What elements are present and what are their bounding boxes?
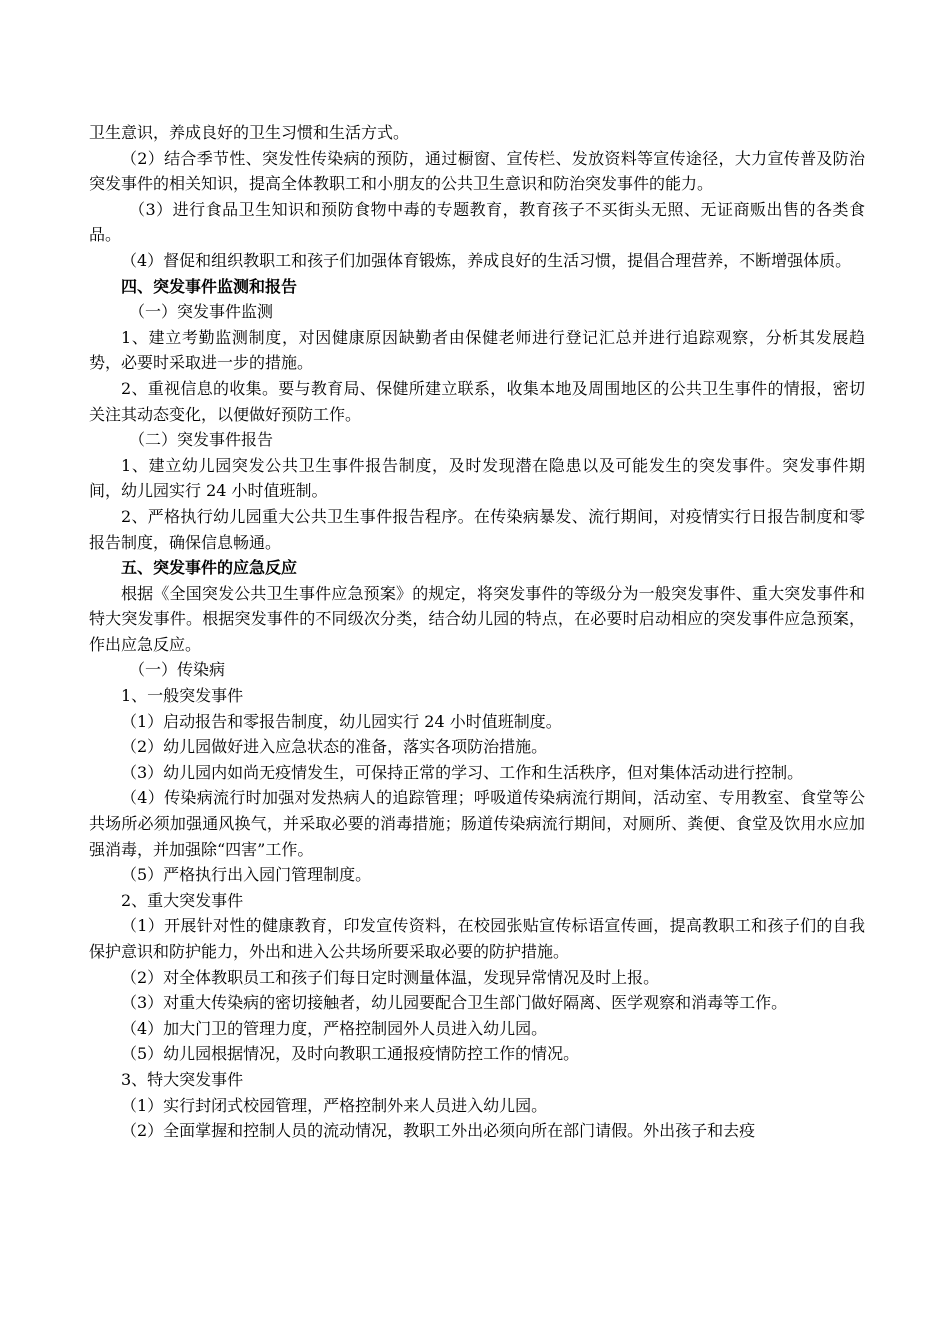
list-item: （2）对全体教职员工和孩子们每日定时测量体温，发现异常情况及时上报。	[121, 967, 660, 987]
paragraph: 1、建立考勤监测制度，对因健康原因缺勤者由保健老师进行登记汇总并进行追踪观察，分析其发展趋势，必要时采取进一步的措施。	[89, 327, 865, 373]
paragraph: （2）结合季节性、突发性传染病的预防，通过橱窗、宣传栏、发放资料等宣传途径，大力宣传普及防治突发事件的相关知识，提高全体教职工和小朋友的公共卫生意识和防治突发事件的能力。	[89, 148, 865, 194]
list-item: （5）幼儿园根据情况，及时向教职工通报疫情防控工作的情况。	[121, 1044, 580, 1064]
subsection-heading: （二）突发事件报告	[129, 430, 274, 450]
paragraph: （4）督促和组织教职工和孩子们加强体育锻炼，养成良好的生活习惯，提倡合理营养，不断增强体质。	[121, 250, 852, 270]
section-heading: 四、突发事件监测和报告	[121, 276, 298, 296]
document-body	[89, 120, 865, 1144]
list-item: （3）幼儿园内如尚无疫情发生，可保持正常的学习、工作和生活秩序，但对集体活动进行控制。	[121, 762, 804, 782]
paragraph: （3）进行食品卫生知识和预防食物中毒的专题教育，教育孩子不买街头无照、无证商贩出售的各类食品。	[89, 199, 865, 245]
subsection-heading: （一）突发事件监测	[129, 302, 274, 322]
list-item: （5）严格执行出入园门管理制度。	[121, 865, 372, 885]
paragraph: 2、重视信息的收集。要与教育局、保健所建立联系，收集本地及周围地区的公共卫生事件的情报，密切关注其动态变化，以便做好预防工作。	[89, 378, 865, 424]
paragraph: 卫生意识，养成良好的卫生习惯和生活方式。	[89, 123, 410, 142]
section-heading: 五、突发事件的应急反应	[121, 558, 298, 578]
list-item: （3）对重大传染病的密切接触者，幼儿园要配合卫生部门做好隔离、医学观察和消毒等工作。	[121, 993, 788, 1013]
paragraph: 1、一般突发事件	[121, 686, 244, 706]
paragraph: 1、建立幼儿园突发公共卫生事件报告制度，及时发现潜在隐患以及可能发生的突发事件。突发事件期间，幼儿园实行 24 小时值班制。	[89, 455, 865, 501]
list-item: （4）加大门卫的管理力度，严格控制园外人员进入幼儿园。	[121, 1018, 548, 1038]
list-item: （4）传染病流行时加强对发热病人的追踪管理；呼吸道传染病流行期间，活动室、专用教室、食堂等公共场所必须加强通风换气，并采取必要的消毒措施；肠道传染病流行期间，对厕所、粪便、食堂及饮用水应加强消毒，并加强除“四害”工作。	[89, 788, 865, 859]
paragraph: 3、特大突发事件	[121, 1069, 244, 1089]
paragraph: 根据《全国突发公共卫生事件应急预案》的规定，将突发事件的等级分为一般突发事件、重大突发事件和特大突发事件。根据突发事件的不同级次分类，结合幼儿园的特点，在必要时启动相应的突发事件应急预案，作出应急反应。	[89, 583, 865, 654]
paragraph: 2、严格执行幼儿园重大公共卫生事件报告程序。在传染病暴发、流行期间，对疫情实行日报告制度和零报告制度，确保信息畅通。	[89, 506, 865, 552]
list-item: （1）开展针对性的健康教育，印发宣传资料，在校园张贴宣传标语宣传画，提高教职工和孩子们的自我保护意识和防护能力，外出和进入公共场所要采取必要的防护措施。	[89, 916, 865, 961]
list-item: （1）实行封闭式校园管理，严格控制外来人员进入幼儿园。	[121, 1095, 548, 1115]
paragraph: 2、重大突发事件	[121, 890, 244, 910]
list-item: （2）全面掌握和控制人员的流动情况，教职工外出必须向所在部门请假。外出孩子和去疫	[121, 1121, 756, 1141]
list-item: （2）幼儿园做好进入应急状态的准备，落实各项防治措施。	[121, 737, 548, 757]
list-item: （1）启动报告和零报告制度，幼儿园实行 24 小时值班制度。	[121, 711, 562, 731]
subsection-heading: （一）传染病	[129, 660, 226, 680]
